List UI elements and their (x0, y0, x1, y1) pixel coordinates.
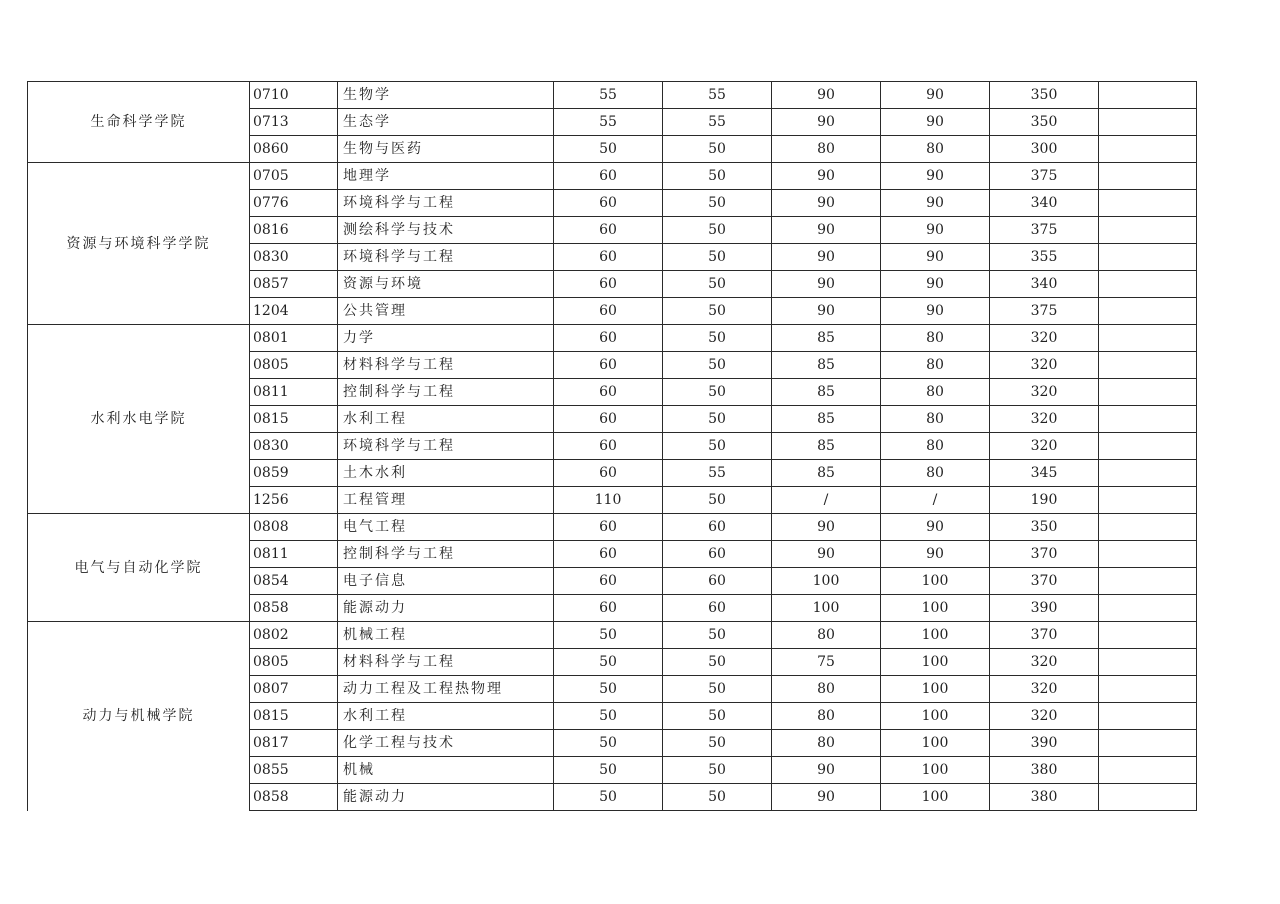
remarks-cell (1099, 379, 1197, 406)
remarks-cell (1099, 784, 1197, 811)
remarks-cell (1099, 514, 1197, 541)
major-code: 0815 (250, 703, 338, 730)
college-name: 动力与机械学院 (28, 622, 250, 811)
remarks-cell (1099, 244, 1197, 271)
remarks-cell (1099, 487, 1197, 514)
score-total: 350 (990, 82, 1099, 109)
major-code: 0811 (250, 379, 338, 406)
remarks-cell (1099, 109, 1197, 136)
college-name: 电气与自动化学院 (28, 514, 250, 622)
score-total: 370 (990, 622, 1099, 649)
score-subject-4: 80 (881, 325, 990, 352)
score-total: 345 (990, 460, 1099, 487)
score-subject-3: 90 (772, 784, 881, 811)
score-subject-4: 80 (881, 460, 990, 487)
major-code: 0858 (250, 784, 338, 811)
major-name: 生物学 (338, 82, 554, 109)
score-subject-2: 50 (663, 433, 772, 460)
remarks-cell (1099, 568, 1197, 595)
score-subject-4: 90 (881, 190, 990, 217)
score-subject-1: 50 (554, 757, 663, 784)
score-subject-4: 80 (881, 379, 990, 406)
major-code: 0815 (250, 406, 338, 433)
score-subject-4: 80 (881, 433, 990, 460)
remarks-cell (1099, 82, 1197, 109)
score-subject-4: 90 (881, 217, 990, 244)
score-subject-1: 50 (554, 676, 663, 703)
score-subject-2: 55 (663, 109, 772, 136)
major-code: 0801 (250, 325, 338, 352)
score-subject-1: 55 (554, 109, 663, 136)
score-subject-1: 60 (554, 163, 663, 190)
score-subject-2: 50 (663, 217, 772, 244)
score-total: 320 (990, 325, 1099, 352)
score-total: 375 (990, 298, 1099, 325)
score-subject-1: 60 (554, 541, 663, 568)
score-subject-1: 60 (554, 190, 663, 217)
score-subject-3: 85 (772, 406, 881, 433)
major-code: 0857 (250, 271, 338, 298)
major-name: 机械 (338, 757, 554, 784)
score-subject-4: / (881, 487, 990, 514)
college-name: 资源与环境科学学院 (28, 163, 250, 325)
score-subject-3: 85 (772, 379, 881, 406)
score-subject-3: / (772, 487, 881, 514)
score-subject-3: 90 (772, 109, 881, 136)
score-total: 380 (990, 784, 1099, 811)
score-subject-3: 80 (772, 622, 881, 649)
remarks-cell (1099, 541, 1197, 568)
score-subject-4: 100 (881, 784, 990, 811)
score-subject-4: 100 (881, 676, 990, 703)
score-subject-4: 100 (881, 703, 990, 730)
score-subject-2: 50 (663, 730, 772, 757)
major-code: 0830 (250, 433, 338, 460)
score-subject-2: 60 (663, 568, 772, 595)
major-code: 0808 (250, 514, 338, 541)
score-subject-3: 85 (772, 325, 881, 352)
major-name: 动力工程及工程热物理 (338, 676, 554, 703)
score-subject-4: 80 (881, 136, 990, 163)
score-subject-4: 90 (881, 541, 990, 568)
score-subject-2: 50 (663, 271, 772, 298)
remarks-cell (1099, 298, 1197, 325)
score-total: 300 (990, 136, 1099, 163)
score-total: 355 (990, 244, 1099, 271)
score-subject-3: 90 (772, 271, 881, 298)
score-subject-1: 110 (554, 487, 663, 514)
score-subject-4: 80 (881, 352, 990, 379)
score-subject-2: 60 (663, 595, 772, 622)
score-subject-3: 80 (772, 676, 881, 703)
remarks-cell (1099, 460, 1197, 487)
score-total: 320 (990, 703, 1099, 730)
score-subject-2: 50 (663, 757, 772, 784)
major-code: 0858 (250, 595, 338, 622)
major-code: 0807 (250, 676, 338, 703)
major-code: 0811 (250, 541, 338, 568)
table-row (28, 163, 1197, 190)
score-subject-4: 100 (881, 730, 990, 757)
major-name: 机械工程 (338, 622, 554, 649)
score-subject-2: 50 (663, 163, 772, 190)
score-subject-3: 85 (772, 433, 881, 460)
remarks-cell (1099, 163, 1197, 190)
score-subject-4: 90 (881, 109, 990, 136)
score-subject-3: 90 (772, 514, 881, 541)
score-subject-3: 90 (772, 190, 881, 217)
major-name: 能源动力 (338, 784, 554, 811)
score-subject-1: 60 (554, 568, 663, 595)
score-subject-2: 50 (663, 622, 772, 649)
score-subject-4: 90 (881, 298, 990, 325)
score-subject-2: 50 (663, 649, 772, 676)
score-subject-3: 90 (772, 757, 881, 784)
score-subject-1: 50 (554, 649, 663, 676)
score-subject-4: 100 (881, 649, 990, 676)
remarks-cell (1099, 325, 1197, 352)
score-subject-4: 90 (881, 82, 990, 109)
major-name: 能源动力 (338, 595, 554, 622)
major-code: 0805 (250, 352, 338, 379)
score-subject-2: 50 (663, 352, 772, 379)
remarks-cell (1099, 622, 1197, 649)
score-subject-2: 50 (663, 244, 772, 271)
score-total: 320 (990, 352, 1099, 379)
score-subject-1: 50 (554, 730, 663, 757)
score-total: 340 (990, 190, 1099, 217)
major-name: 力学 (338, 325, 554, 352)
major-name: 水利工程 (338, 406, 554, 433)
score-subject-3: 85 (772, 352, 881, 379)
score-subject-1: 60 (554, 244, 663, 271)
major-name: 生物与医药 (338, 136, 554, 163)
remarks-cell (1099, 730, 1197, 757)
remarks-cell (1099, 757, 1197, 784)
major-name: 控制科学与工程 (338, 541, 554, 568)
remarks-cell (1099, 406, 1197, 433)
score-total: 340 (990, 271, 1099, 298)
major-code: 0805 (250, 649, 338, 676)
major-code: 0860 (250, 136, 338, 163)
major-name: 生态学 (338, 109, 554, 136)
major-name: 材料科学与工程 (338, 649, 554, 676)
score-subject-2: 50 (663, 784, 772, 811)
score-subject-4: 100 (881, 622, 990, 649)
major-name: 工程管理 (338, 487, 554, 514)
major-name: 资源与环境 (338, 271, 554, 298)
score-table (27, 81, 1197, 811)
major-name: 公共管理 (338, 298, 554, 325)
remarks-cell (1099, 433, 1197, 460)
score-subject-1: 60 (554, 595, 663, 622)
major-code: 0817 (250, 730, 338, 757)
score-subject-2: 55 (663, 82, 772, 109)
college-name: 生命科学学院 (28, 82, 250, 163)
score-subject-4: 90 (881, 271, 990, 298)
score-total: 380 (990, 757, 1099, 784)
score-subject-2: 50 (663, 487, 772, 514)
score-total: 390 (990, 595, 1099, 622)
score-subject-4: 100 (881, 568, 990, 595)
score-subject-3: 80 (772, 703, 881, 730)
remarks-cell (1099, 190, 1197, 217)
score-subject-3: 80 (772, 730, 881, 757)
major-code: 0854 (250, 568, 338, 595)
score-subject-1: 60 (554, 271, 663, 298)
major-code: 0710 (250, 82, 338, 109)
score-total: 370 (990, 541, 1099, 568)
score-subject-2: 50 (663, 703, 772, 730)
score-subject-1: 55 (554, 82, 663, 109)
score-subject-1: 60 (554, 298, 663, 325)
remarks-cell (1099, 217, 1197, 244)
score-subject-1: 60 (554, 352, 663, 379)
score-total: 350 (990, 109, 1099, 136)
score-total: 350 (990, 514, 1099, 541)
major-code: 0713 (250, 109, 338, 136)
score-subject-3: 75 (772, 649, 881, 676)
score-subject-1: 60 (554, 325, 663, 352)
score-subject-2: 50 (663, 136, 772, 163)
college-name: 水利水电学院 (28, 325, 250, 514)
remarks-cell (1099, 136, 1197, 163)
score-subject-2: 60 (663, 514, 772, 541)
score-subject-3: 85 (772, 460, 881, 487)
table-row (28, 82, 1197, 109)
score-total: 320 (990, 676, 1099, 703)
table-row (28, 622, 1197, 649)
major-name: 电气工程 (338, 514, 554, 541)
score-subject-2: 60 (663, 541, 772, 568)
major-code: 0705 (250, 163, 338, 190)
score-subject-3: 90 (772, 298, 881, 325)
score-total: 320 (990, 649, 1099, 676)
score-subject-1: 60 (554, 460, 663, 487)
score-subject-1: 50 (554, 136, 663, 163)
score-total: 320 (990, 433, 1099, 460)
score-subject-4: 100 (881, 595, 990, 622)
score-subject-1: 60 (554, 406, 663, 433)
score-subject-2: 50 (663, 406, 772, 433)
major-code: 1204 (250, 298, 338, 325)
score-total: 390 (990, 730, 1099, 757)
remarks-cell (1099, 352, 1197, 379)
score-subject-4: 90 (881, 163, 990, 190)
major-code: 0816 (250, 217, 338, 244)
table-row (28, 325, 1197, 352)
remarks-cell (1099, 595, 1197, 622)
score-subject-4: 90 (881, 514, 990, 541)
major-name: 环境科学与工程 (338, 433, 554, 460)
major-name: 地理学 (338, 163, 554, 190)
score-subject-4: 80 (881, 406, 990, 433)
major-code: 0830 (250, 244, 338, 271)
major-name: 水利工程 (338, 703, 554, 730)
remarks-cell (1099, 676, 1197, 703)
major-name: 环境科学与工程 (338, 244, 554, 271)
score-subject-4: 100 (881, 757, 990, 784)
score-subject-2: 50 (663, 379, 772, 406)
score-subject-2: 55 (663, 460, 772, 487)
table-body (28, 82, 1197, 811)
major-name: 控制科学与工程 (338, 379, 554, 406)
score-subject-1: 50 (554, 703, 663, 730)
remarks-cell (1099, 703, 1197, 730)
score-subject-2: 50 (663, 190, 772, 217)
major-name: 化学工程与技术 (338, 730, 554, 757)
major-code: 0776 (250, 190, 338, 217)
table-row (28, 514, 1197, 541)
major-code: 0855 (250, 757, 338, 784)
score-total: 370 (990, 568, 1099, 595)
score-total: 320 (990, 379, 1099, 406)
score-subject-2: 50 (663, 298, 772, 325)
remarks-cell (1099, 649, 1197, 676)
score-subject-2: 50 (663, 325, 772, 352)
major-code: 1256 (250, 487, 338, 514)
major-code: 0859 (250, 460, 338, 487)
major-name: 材料科学与工程 (338, 352, 554, 379)
score-subject-1: 50 (554, 622, 663, 649)
score-total: 320 (990, 406, 1099, 433)
score-subject-3: 90 (772, 163, 881, 190)
remarks-cell (1099, 271, 1197, 298)
score-subject-1: 60 (554, 379, 663, 406)
score-subject-3: 80 (772, 136, 881, 163)
score-subject-1: 50 (554, 784, 663, 811)
score-subject-1: 60 (554, 514, 663, 541)
score-subject-3: 100 (772, 568, 881, 595)
score-subject-4: 90 (881, 244, 990, 271)
score-subject-1: 60 (554, 217, 663, 244)
score-subject-2: 50 (663, 676, 772, 703)
score-subject-3: 90 (772, 244, 881, 271)
score-subject-3: 90 (772, 82, 881, 109)
score-subject-1: 60 (554, 433, 663, 460)
score-subject-3: 90 (772, 217, 881, 244)
major-code: 0802 (250, 622, 338, 649)
score-total: 375 (990, 163, 1099, 190)
major-name: 土木水利 (338, 460, 554, 487)
score-subject-3: 90 (772, 541, 881, 568)
major-name: 测绘科学与技术 (338, 217, 554, 244)
major-name: 环境科学与工程 (338, 190, 554, 217)
major-name: 电子信息 (338, 568, 554, 595)
score-subject-3: 100 (772, 595, 881, 622)
score-total: 375 (990, 217, 1099, 244)
score-total: 190 (990, 487, 1099, 514)
